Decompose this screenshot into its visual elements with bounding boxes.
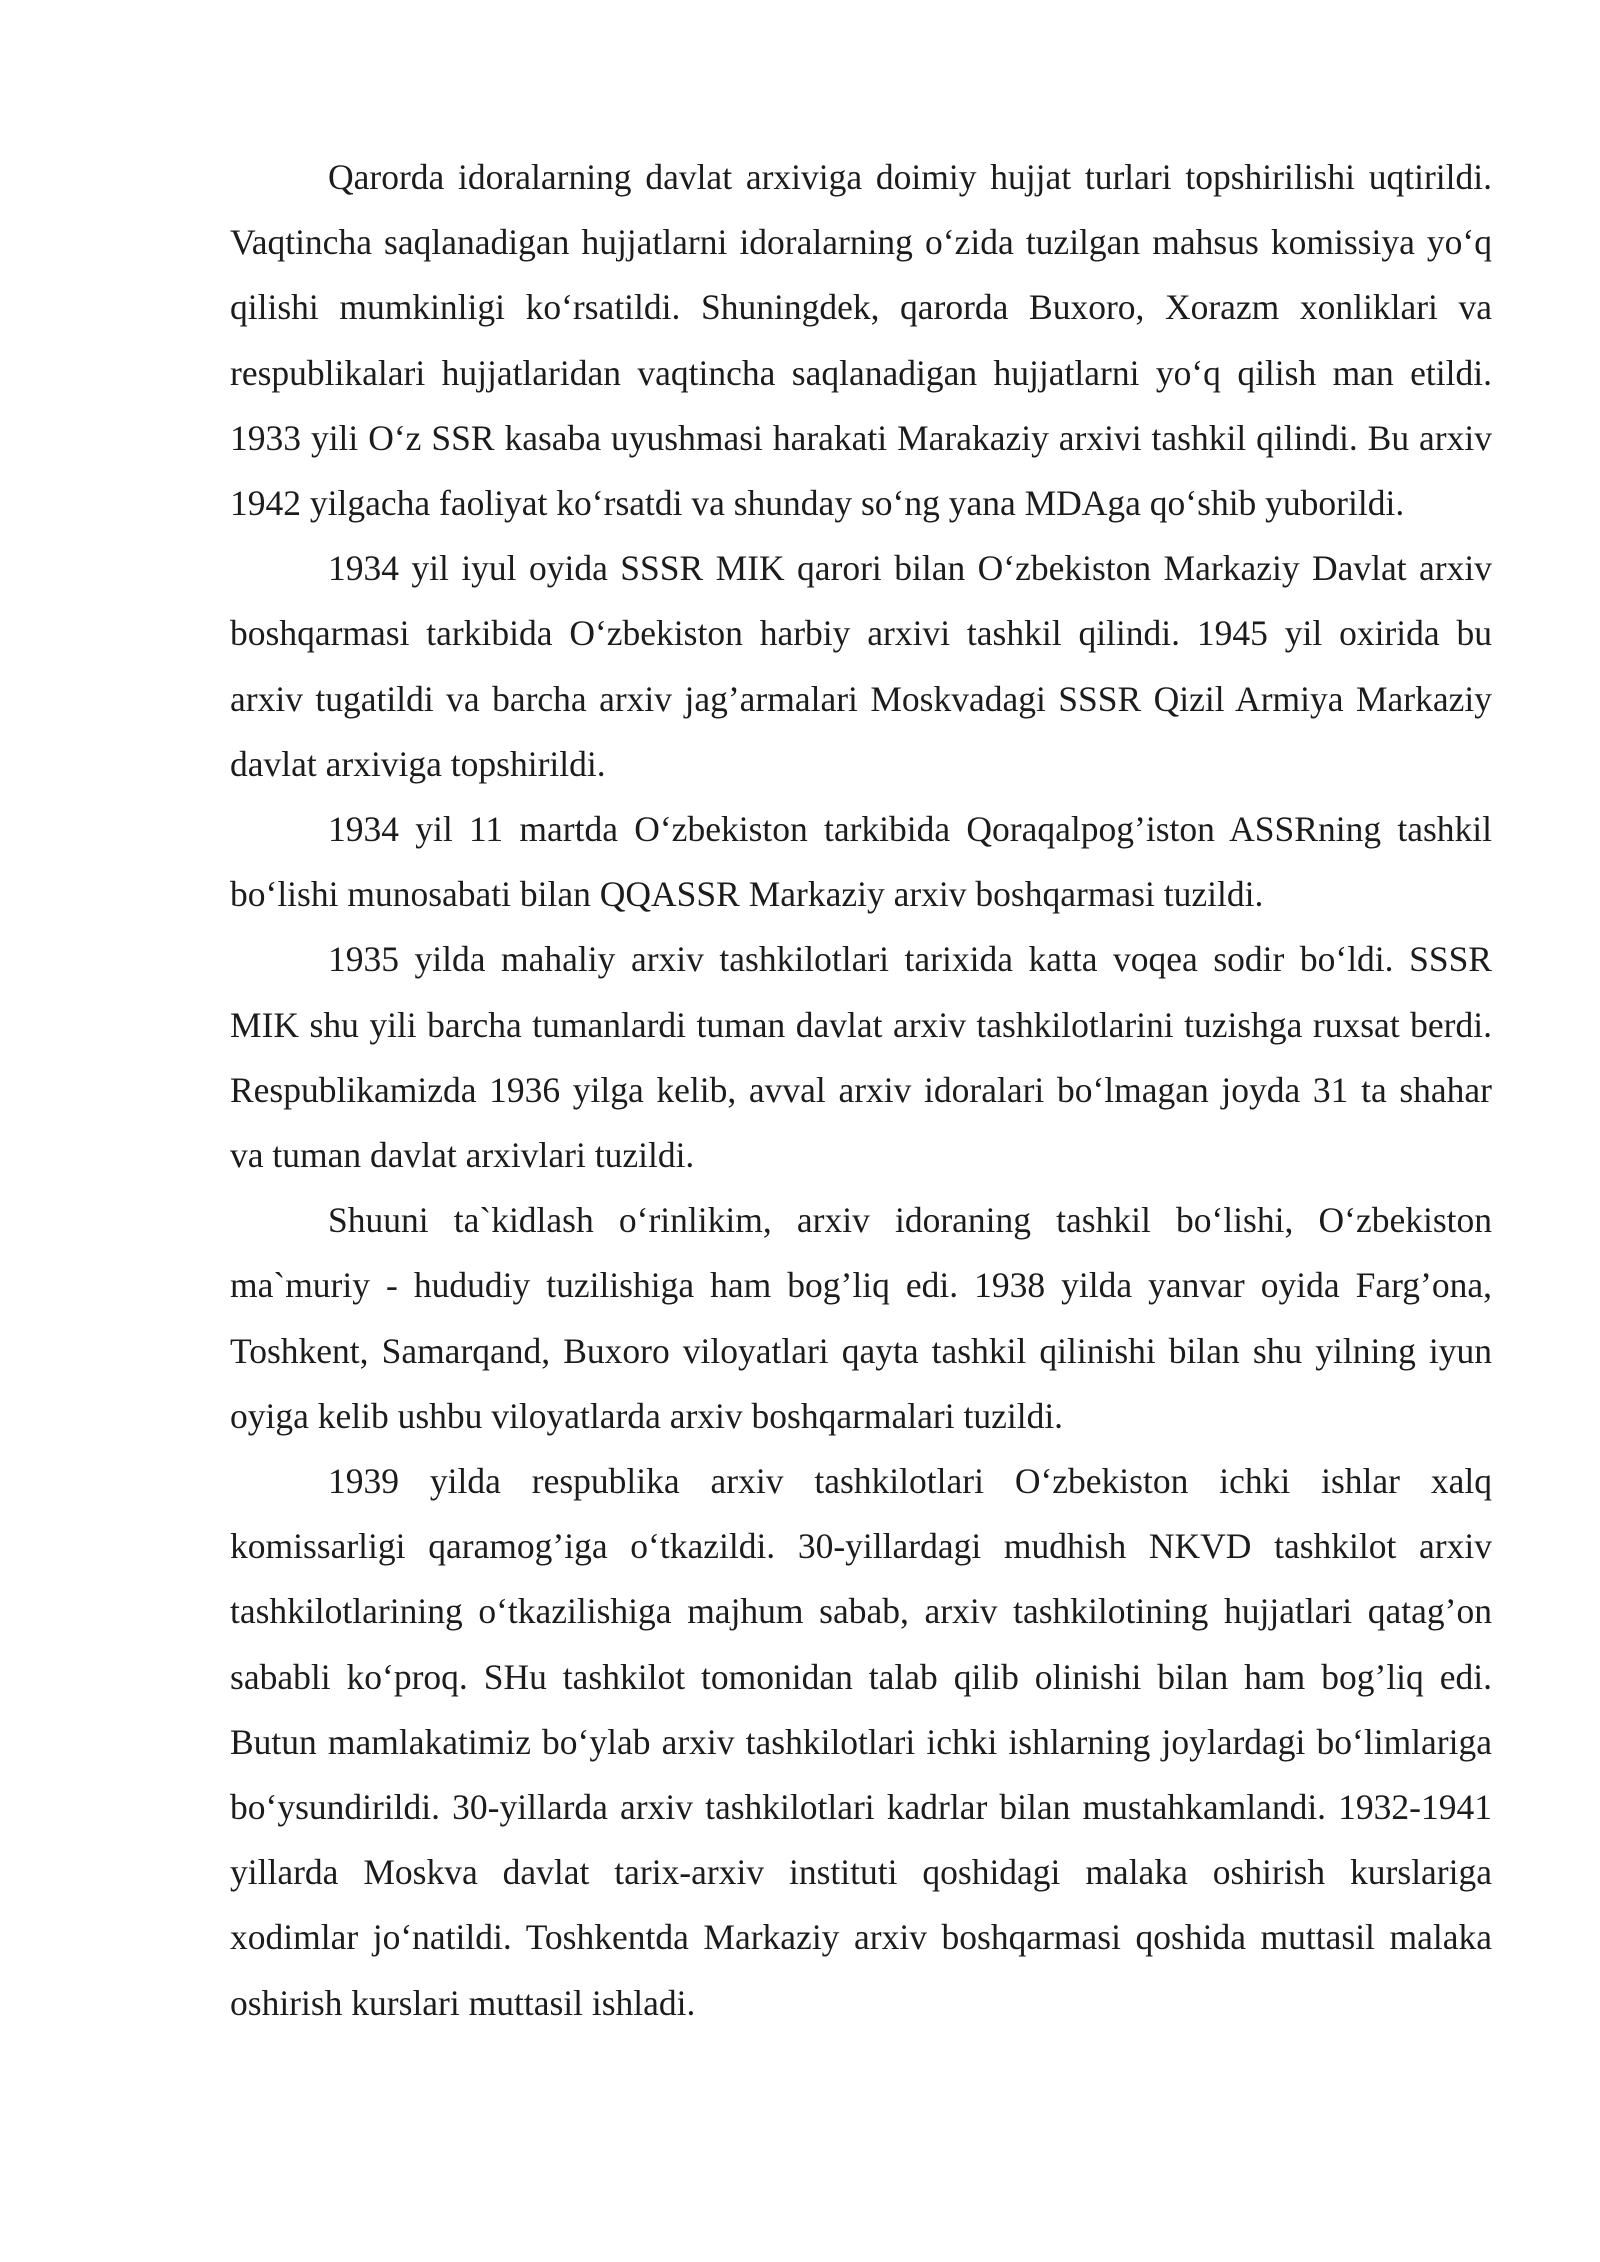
paragraph-1: Qarorda idoralarning davlat arxiviga doimiy hujjat turlari topshirilishi uqtirildi. Vaqtincha saqlanadigan hujjatlarni idoralarning o‘zida tuzilgan mahsus komissiya yo‘q qilishi mumkinligi ko‘rsatildi. Shuningdek, qarorda Buxoro, Xorazm xonliklari va respublikalari hujjatlaridan vaqtincha saqlanadigan hujjatlarni yo‘q qilish man etildi. 1933 yili O‘z SSR kasaba uyushmasi harakati Marakaziy arxivi tashkil qilindi. Bu arxiv 1942 yilgacha faoliyat ko‘rsatdi va shunday so‘ng yana MDAga qo‘shib yuborildi. [230,157,1492,524]
document-page [230,145,1492,2036]
paragraph-6: 1939 yilda respublika arxiv tashkilotlari O‘zbekiston ichki ishlar xalq komissarligi qaramog’iga o‘tkazildi. 30-yillardagi mudhish NKVD tashkilot arxiv tashkilotlarining o‘tkazilishiga majhum sabab, arxiv tashkilotining hujjatlari qatag’on sababli ko‘proq. SHu tashkilot tomonidan talab qilib olinishi bilan ham bog’liq edi. Butun mamlakatimiz bo‘ylab arxiv tashkilotlari ichki ishlarning joylardagi bo‘limlariga bo‘ysundirildi. 30-yillarda arxiv tashkilotlari kadrlar bilan mustahkamlandi. 1932-1941 yillarda Moskva davlat tarix-arxiv instituti qoshidagi malaka oshirish kurslariga xodimlar jo‘natildi. Toshkentda Markaziy arxiv boshqarmasi qoshida muttasil malaka oshirish kurslari muttasil ishladi. [230,1461,1492,2023]
paragraph-2: 1934 yil iyul oyida SSSR MIK qarori bilan O‘zbekiston Markaziy Davlat arxiv boshqarmasi tarkibida O‘zbekiston harbiy arxivi tashkil qilindi. 1945 yil oxirida bu arxiv tugatildi va barcha arxiv jag’armalari Moskvadagi SSSR Qizil Armiya Markaziy davlat arxiviga topshirildi. [230,548,1492,784]
paragraph-4: 1935 yilda mahaliy arxiv tashkilotlari tarixida katta voqea sodir bo‘ldi. SSSR MIK shu yili barcha tumanlardi tuman davlat arxiv tashkilotlarini tuzishga ruxsat berdi. Respublikamizda 1936 yilga kelib, avval arxiv idoralari bo‘lmagan joyda 31 ta shahar va tuman davlat arxivlari tuzildi. [230,939,1492,1176]
paragraph-5: Shuuni ta`kidlash o‘rinlikim, arxiv idoraning tashkil bo‘lishi, O‘zbekiston ma`muriy - hududiy tuzilishiga ham bog’liq edi. 1938 yilda yanvar oyida Farg’ona, Toshkent, Samarqand, Buxoro viloyatlari qayta tashkil qilinishi bilan shu yilning iyun oyiga kelib ushbu viloyatlarda arxiv boshqarmalari tuzildi. [230,1200,1492,1436]
paragraph-3: 1934 yil 11 martda O‘zbekiston tarkibida Qoraqalpog’iston ASSRning tashkil bo‘lishi munosabati bilan QQASSR Markaziy arxiv boshqarmasi tuzildi. [230,809,1492,915]
